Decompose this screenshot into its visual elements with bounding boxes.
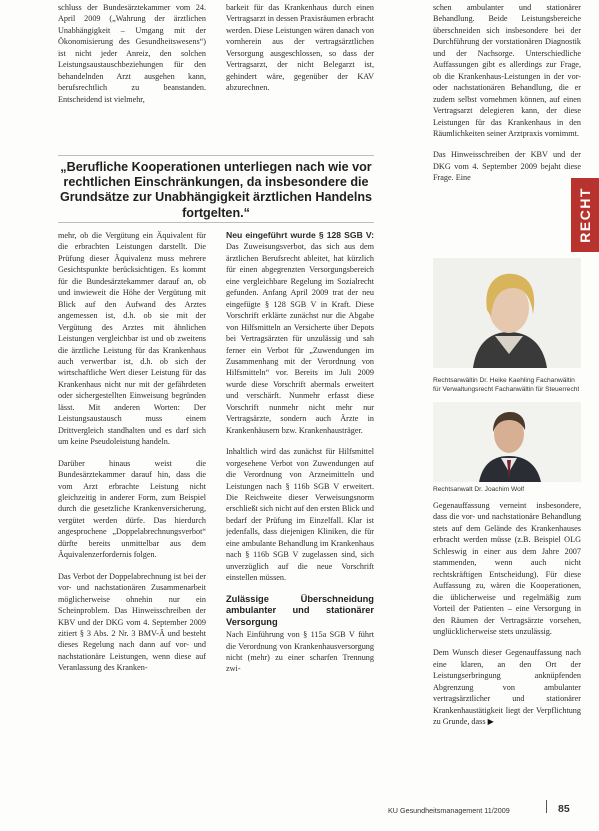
pullquote-rule-bottom (58, 222, 374, 223)
paragraph: schen ambulanter und stationärer Behandlung. Beide Leistungsbereiche überschneiden sich insbesondere bei der Durchführung der vorstationären Diagnostik und der Nachsorge. Unterschiedliche Auffassungen gibt es allerdings zur Frage, ob die Krankenhaus-Leistungen in der vor- oder nachstationären Behandlung, die er zudem selbst vornehmen können, auf einen Vertragsarzt delegieren kann, der diese Leistungen für das Krankenhaus in den Räumlichkeiten seiner Arztpraxis vornimmt. (433, 3, 581, 138)
paragraph: schluss der Bundesärztekammer vom 24. April 2009 („Wahrung der ärztlichen Unabhängigkeit – Umgang mit der Ökonomisierung des Gesundheitswesens“) ist nicht jeder Anreiz, den solchen Leistungsaustauschbeziehungen für den behandelnden Arzt ausgehen kann, berufsrechtlich zu beanstanden. Entscheidend ist vielmehr, (58, 3, 206, 104)
paragraph: Inhaltlich wird das zunächst für Hilfsmittel vorgesehene Verbot von Zuwendungen auf die Verordnung von Arzneimitteln und Leistungen nach § 116b SGB V erweitert. Die Reichweite dieser Verweisungsnorm erschließt sich nicht auf den ersten Blick und bedarf der Prüfung im Einzelfall. Klar ist jedenfalls, dass diejenigen Kliniken, die für eine ambulante Behandlung im Krankenhaus nach § 116b SGB V zugelassen sind, sich unverzüglich auf die neue Vorschrift einstellen müssen. (226, 447, 374, 583)
paragraph: barkeit für das Krankenhaus durch einen Vertragsarzt in dessen Praxisräumen erbracht werden. Diese Leistungen wären danach von vornherein aus der vertragsärztlichen Versorgung ausgeschlossen, so dass der Vertragsarzt, der nicht Belegarzt ist, gehindert wäre, gegenüber der KAV abzurechnen. (226, 3, 374, 93)
col2-body (226, 230, 374, 800)
footer-divider (546, 800, 547, 813)
paragraph: Das Verbot der Doppelabrechnung ist bei der vor- und nachstationären Zusammenarbeit möglicherweise ohnehin nur ein Scheinproblem. Das Hinweisschreiben der KBV und der DKG vom 4. September 2009 zitiert § 3 Abs. 2 Nr. 3 BMV-Ä und besteht dieses Regelung nach dann auf vor- und nachstationäre Leistungen, wenn diese auf Veranlassung des Kranken- (58, 571, 206, 673)
pullquote-rule-top (58, 155, 374, 156)
footer-publication: KU Gesundheitsmanagement 11/2009 (388, 806, 510, 815)
paragraph-text: Das Zuweisungsverbot, das sich aus dem ärztlichen Berufsrecht ableitet, hat kürzlich für einen abgegrenzten Versorgungsbereich eine vergleichbare Regelung im Sozialrecht gefunden. Anfang April 2009 trat der neu eingefügte § 128 SGB V in Kraft. Diese Vorschrift erklärte zunächst nur die Abgabe von Hilfsmitteln an Versicherte über Depots bei Vertragsärzten für unzulässig und sah ferner ein Verbot für „Zuwendungen im Zusammenhang mit der Verordnung von Hilfsmitteln“ vor. Bereits im Juli 2009 wurde diese Vorschrift abermals erweitert und verschärft. Nunmehr erfasst diese Vorschrift nunmehr nicht mehr nur Vertragsärzte, sondern auch Ärzte in Krankenhäusern bzw. Krankenhausträger. (226, 242, 374, 435)
paragraph (226, 230, 374, 436)
paragraph: mehr, ob die Vergütung ein Äquivalent für die erbrachten Leistungen darstellt. Die Prüfung dieser Äquivalenz muss mehrere Gesichtspunkte berücksichtigen. Es kommt für die Bundesärztekammer darauf an, ob und inwieweit die Höhe der Vergütung mit Blick auf den Aufwand des Arztes angemessen ist, d.h. ob sie mit der Vergütung des Arztes mit ähnlichen Leistungen vergleichbar ist und ob zweitens die ärztliche Leistung für das Krankenhaus auch verwertbar ist, d.h. ob sich der wirtschaftliche Wert dieser Leistung für das Krankenhaus nicht nur mit der gefährdeten oder sichergestellten Einweisung begründen lässt. Mit anderen Worten: Der Leistungsaustausch muss einem Drittvergleich standhalten und es darf sich um keine Pseudoleistung handeln. (58, 231, 206, 447)
photo-1-caption: Rechtsanwältin Dr. Heike Kaehling Fachanwältin für Verwaltungsrecht Fachanwältin für Steuerrecht (433, 377, 580, 393)
author-photo-1 (433, 258, 581, 368)
paragraph-text: Dem Wunsch dieser Gegenauffassung nach eine klaren, an den Ort der Leistungserbringung anknüpfenden Abgrenzung von ambulanter vertragsärztlicher und stationärer Krankenhaustätigkeit liegt der Verpflichtung zu Grunde, dass (433, 648, 581, 727)
col1-top-text (58, 2, 206, 152)
paragraph: Nach Einführung von § 115a SGB V führt die Verordnung von Krankenhausversorgung nicht (mehr) zu einer scharfen Trennung zwi- (226, 630, 374, 674)
paragraph: Das Hinweisschreiben der KBV und der DKG vom 4. September 2009 bejaht diese Frage. Eine (433, 150, 581, 183)
portrait-1-icon (433, 258, 581, 368)
paragraph: Gegenauffassung verneint insbesondere, dass die vor- und nachstationäre Behandlung stets auf dem Gelände des Krankenhauses erbracht werden müsse (z.B. Beispiel OLG Schleswig in einer aus dem Jahre 2007 stammenden, wenn auch nicht rechtskräftigen Entscheidung). Für diese Auffassung zu, wären die Kooperationen, die üblicherweise und regelmäßig zum Vorteil der Patienten – eine Versorgung in den Räumen der Vertragsärzte vorsehen, unglücklicherweise stets unzulässig. (433, 501, 581, 636)
inline-heading: Neu eingeführt wurde § 128 SGB V: (226, 230, 374, 240)
continue-arrow-icon: ▶ (487, 717, 494, 727)
section-tab-label: RECHT (577, 187, 593, 243)
pullquote: „Berufliche Kooperationen unterliegen nach wie vor rechtlichen Einschränkungen, da insbesondere die Grundsätze zur Unabhängigkeit ärztlichen Handelns fortgelten.“ (59, 160, 373, 220)
paragraph: Darüber hinaus weist die Bundesärztekammer darauf hin, dass die vom Arzt erbrachte Leistung nicht gleichzeitig in anderer Form, zum Beispiel durch die gesetzliche Krankenversicherung, vergütet werden dürfe. Das hierdurch angesprochene „Doppelabrechnungsverbot“ dürfte bereits unmittelbar aus dem Äquivalenzerfordernis folgen. (58, 458, 206, 560)
subheading: Zulässige Überschneidung ambulanter und stationärer Versorgung (226, 593, 374, 627)
author-photo-2 (433, 402, 581, 482)
page-number: 85 (558, 803, 570, 815)
col2-top-text (226, 2, 374, 152)
paragraph (433, 647, 581, 727)
col1-body (58, 230, 206, 800)
col3-top-text (433, 2, 581, 242)
portrait-2-icon (433, 402, 581, 482)
col3-body (433, 500, 581, 800)
photo-2-caption: Rechtsanwalt Dr. Joachim Wolf (433, 486, 525, 493)
